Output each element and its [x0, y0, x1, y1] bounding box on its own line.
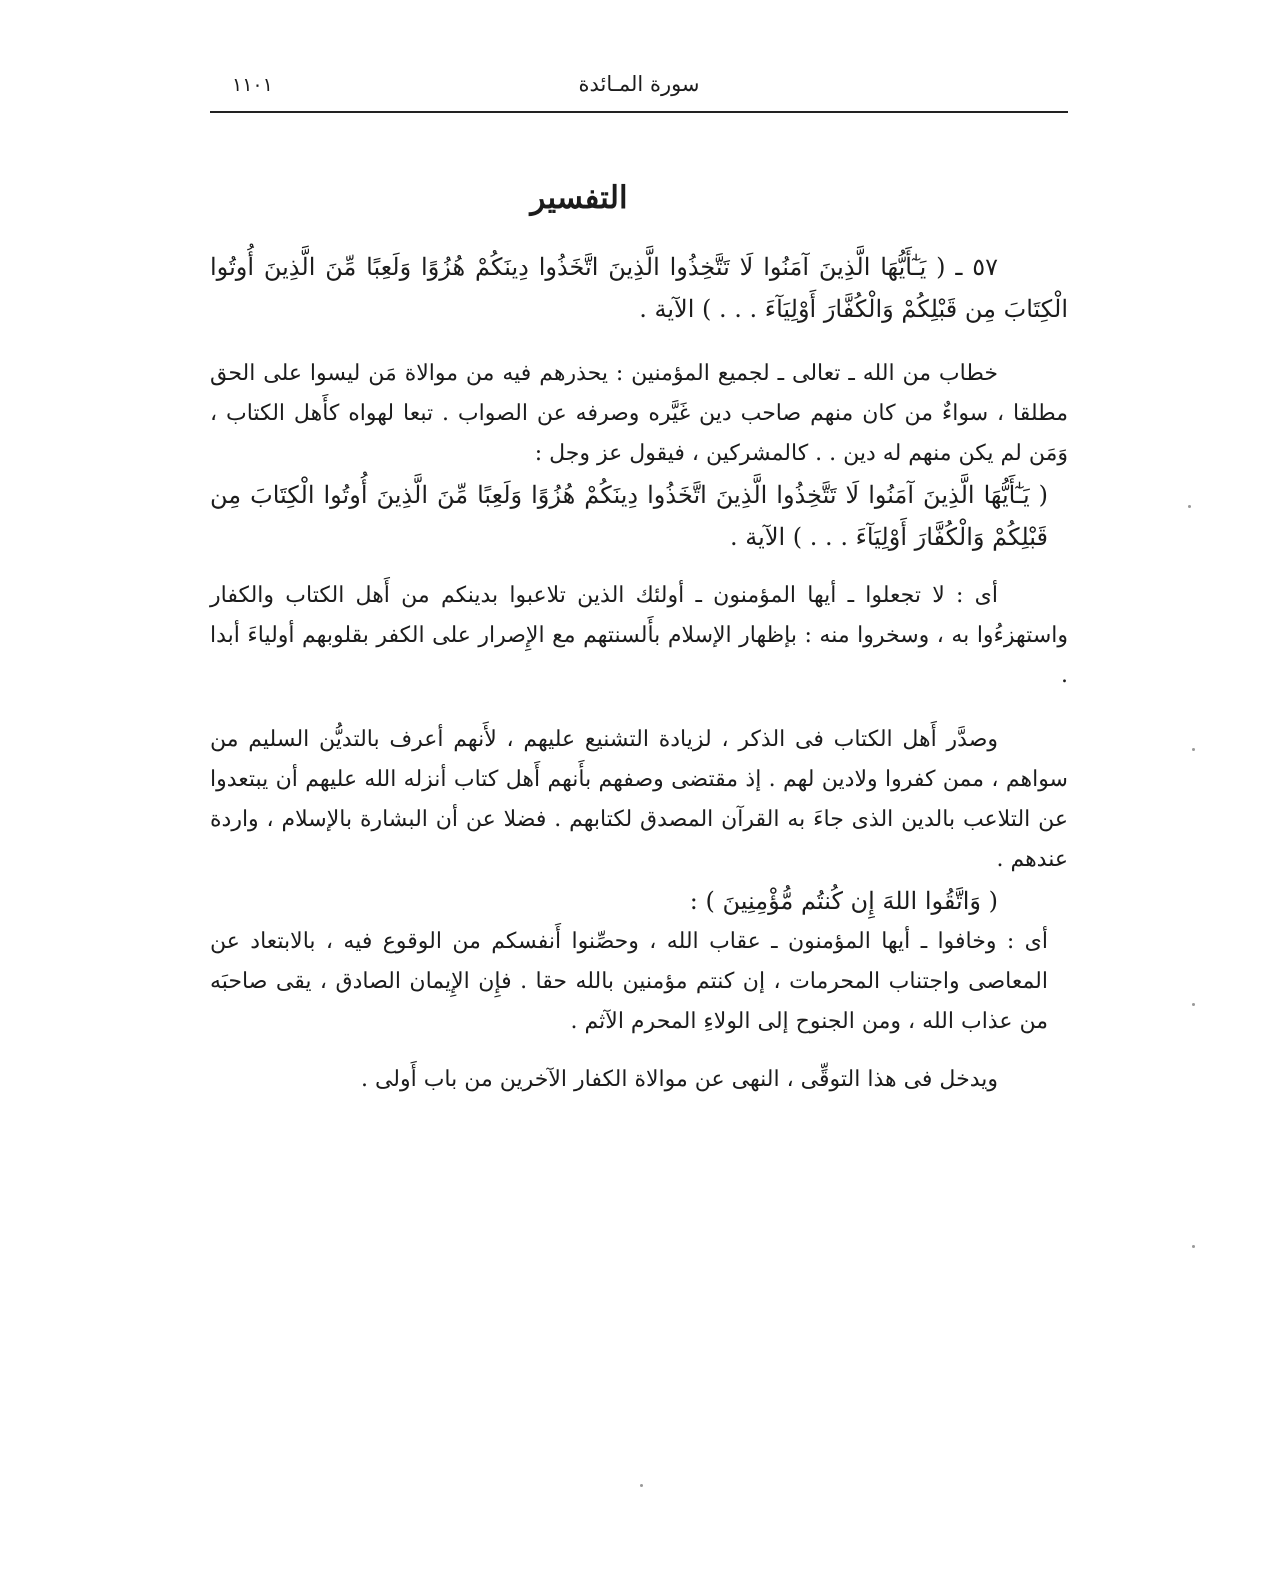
commentary-paragraph-2: أى : لا تجعلوا ـ أيها المؤمنون ـ أولئك الذين تلاعبوا بدينكم من أَهل الكتاب والكفار واستهزءُوا به ، وسخروا منه : بإظهار الإسلام بأَلسنتهم مع الإِصرار على الكفر بقلوبهم أولياءَ أبدا . — [210, 583, 1068, 688]
verse-57: ٥٧ ـ ( يَـٰٓأَيُّهَا الَّذِينَ آمَنُوا لَا تَتَّخِذُوا الَّذِينَ اتَّخَذُوا دِينَكُمْ هُزُوًا وَلَعِبًا مِّنَ الَّذِينَ أُوتُوا الْكِتَابَ مِن قَبْلِكُمْ وَالْكُفَّارَ أَوْلِيَآءَ . . . ) الآية . — [210, 253, 1068, 323]
book-page — [210, 60, 1068, 1540]
scan-speck — [640, 1484, 643, 1487]
scan-speck — [1188, 505, 1191, 508]
commentary-paragraph-3: وصدَّر أَهل الكتاب فى الذكر ، لزيادة التشنيع عليهم ، لأَنهم أعرف بالتديُّن السليم من سواهم ، ممن كفروا ولادين لهم . إذ مقتضى وصفهم بأَنهم أَهل كتاب أنزله الله عليهم أن يبتعدوا عن التلاعب بالدين الذى جاءَ به القرآن المصدق لكتابهم . فضلا عن أن البشارة بالإسلام ، واردة عندهم . — [210, 727, 1068, 872]
verse-fear-allah: ( وَاتَّقُوا اللهَ إِن كُنتُم مُّؤْمِنِينَ ) : — [689, 887, 998, 915]
scan-speck — [1192, 1245, 1195, 1248]
running-header — [210, 60, 1068, 110]
page-number: ١١٠١ — [232, 74, 273, 96]
quoted-verse: ( يَـٰٓأَيُّهَا الَّذِينَ آمَنُوا لَا تَتَّخِذُوا الَّذِينَ اتَّخَذُوا دِينَكُمْ هُزُوًا وَلَعِبًا مِّنَ الَّذِينَ أُوتُوا الْكِتَابَ مِن قَبْلِكُمْ وَالْكُفَّارَ أَوْلِيَآءَ . . . ) الآية . — [210, 481, 1048, 551]
surah-name: سورة المـائدة — [578, 72, 700, 96]
header-rule — [210, 111, 1068, 113]
commentary-paragraph-1: خطاب من الله ـ تعالى ـ لجميع المؤمنين : يحذرهم فيه من موالاة مَن ليسوا على الحق مطلقا ، سواءٌ من كان منهم صاحب دين غَيَّره وصرفه عن الصواب . تبعا لهواه كأَهل الكتاب ، وَمَن لم يكن منهم له دين . . كالمشركين ، فيقول عز وجل : — [210, 361, 1068, 466]
section-title — [210, 180, 1068, 228]
scan-speck — [1192, 1003, 1195, 1006]
section-title-text: التفسير — [530, 180, 628, 216]
commentary-paragraph-4: أى : وخافوا ـ أيها المؤمنون ـ عقاب الله ، وحصِّنوا أَنفسكم من الوقوع فيه ، بالابتعاد عن المعاصى واجتناب المحرمات ، إن كنتم مؤمنين بالله حقا . فإِن الإِيمان الصادق ، يقى صاحبَه من عذاب الله ، ومن الجنوح إلى الولاءِ المحرم الآثم . — [210, 929, 1048, 1034]
scan-speck — [1192, 748, 1195, 751]
commentary-closing: ويدخل فى هذا التوقِّى ، النهى عن موالاة الكفار الآخرين من باب أَولى . — [360, 1067, 998, 1092]
